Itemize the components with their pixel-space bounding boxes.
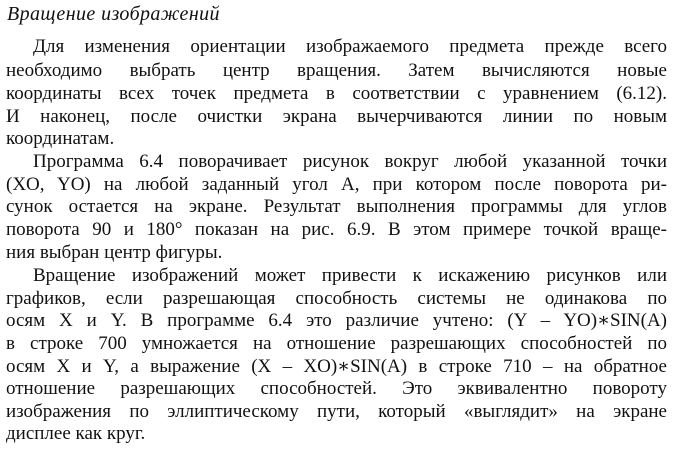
paragraph-1-line-5: координатам. — [6, 128, 115, 149]
paragraph-3-line-8: дисплее как круг. — [6, 423, 146, 444]
paragraph-3-line-2: графиков, если разрешающая способность системы не одинакова по — [6, 288, 667, 309]
paragraph-3-line-6: отношение разрешающих способностей. Это эквивалентно повороту — [6, 378, 667, 399]
paragraph-2-line-1: Программа 6.4 поворачивает рисунок вокруг любой указанной точки — [33, 151, 667, 172]
paragraph-2-line-3: сунок остается на экране. Результат выполнения программы для углов — [6, 196, 667, 217]
paragraph-3-line-5: осям X и Y, а выражение (X – XO)∗SIN(A) в строке 710 – на обратное — [6, 356, 667, 377]
paragraph-3-line-4: в строке 700 умножается на отношение разрешающих способностей по — [6, 333, 667, 354]
paragraph-2-line-2: (XO, YO) на любой заданный угол А, при котором после поворота ри- — [6, 174, 667, 195]
paragraph-3-line-1: Вращение изображений может привести к искажению рисунков или — [33, 265, 667, 286]
paragraph-2-line-4: поворота 90 и 180° показан на рис. 6.9. В этом примере точкой враще- — [6, 219, 667, 240]
paragraph-2-line-5: ния выбран центр фигуры. — [6, 242, 223, 263]
paragraph-3-line-7: изображения по эллиптическому пути, который «выглядит» на экране — [6, 401, 667, 422]
paragraph-1-line-3: координаты всех точек предмета в соответствии с уравнением (6.12). — [6, 83, 667, 104]
paragraph-1-line-4: И наконец, после очистки экрана вычерчиваются линии по новым — [6, 106, 667, 127]
paragraph-1-line-1: Для изменения ориентации изображаемого предмета прежде всего — [33, 36, 667, 57]
paragraph-3-line-3: осям X и Y. В программе 6.4 это различие учтено: (Y – YO)∗SIN(A) — [6, 310, 667, 331]
paragraph-1-line-2: необходимо выбрать центр вращения. Затем вычисляются новые — [6, 60, 667, 81]
section-heading: Вращение изображений — [7, 3, 220, 25]
